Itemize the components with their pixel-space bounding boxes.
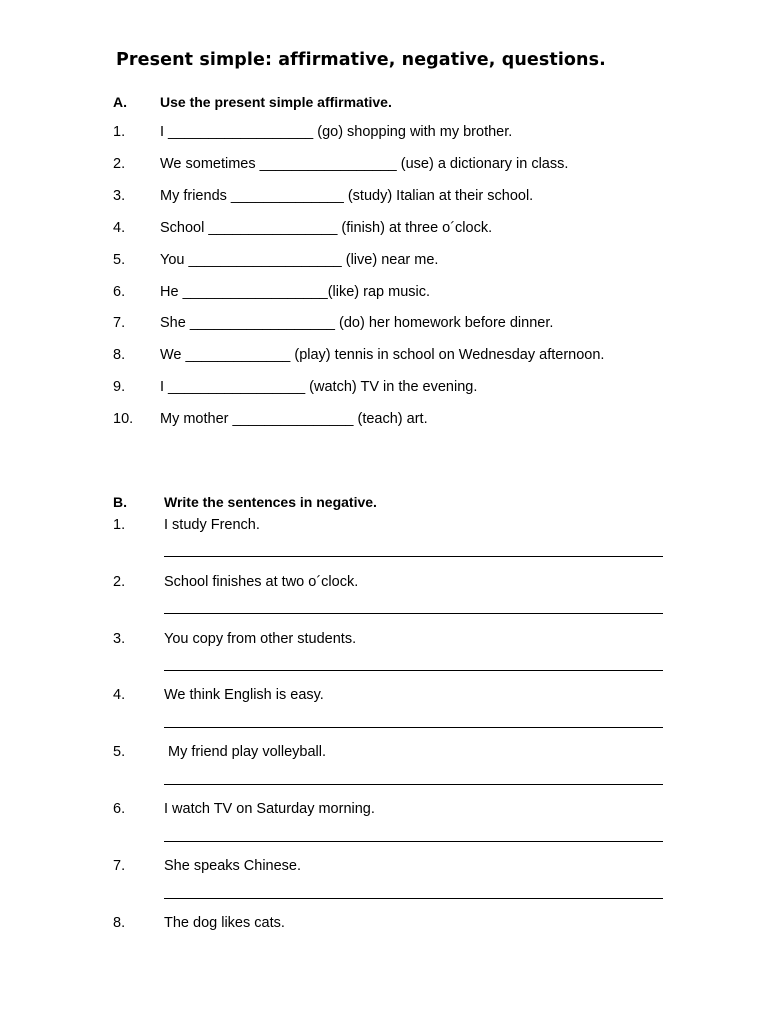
item-sentence: I watch TV on Saturday morning. xyxy=(164,801,375,817)
item-sentence: School finishes at two o´clock. xyxy=(164,574,359,590)
item-sentence: I __________________ (go) shopping with my brother. xyxy=(160,124,513,140)
answer-line[interactable] xyxy=(164,727,663,728)
item-number: 4. xyxy=(113,687,126,703)
item-number: 9. xyxy=(113,379,126,395)
item-number: 10. xyxy=(113,411,134,427)
item-number: 7. xyxy=(113,315,126,331)
item-sentence: We sometimes _________________ (use) a dictionary in class. xyxy=(160,156,569,172)
item-sentence: He __________________(like) rap music. xyxy=(160,284,431,300)
item-number: 8. xyxy=(113,915,126,931)
section-b-letter: B. xyxy=(113,494,127,510)
item-sentence: We _____________ (play) tennis in school on Wednesday afternoon. xyxy=(160,347,605,363)
answer-line[interactable] xyxy=(164,841,663,842)
item-sentence: My mother _______________ (teach) art. xyxy=(160,411,428,427)
answer-line[interactable] xyxy=(164,556,663,557)
item-number: 5. xyxy=(113,744,126,760)
item-number: 1. xyxy=(113,124,126,140)
item-sentence: My friend play volleyball. xyxy=(164,744,326,760)
item-number: 1. xyxy=(113,517,126,533)
section-b-instruction: Write the sentences in negative. xyxy=(164,494,377,510)
item-number: 7. xyxy=(113,858,126,874)
item-sentence: She speaks Chinese. xyxy=(164,858,302,874)
item-number: 6. xyxy=(113,801,126,817)
item-sentence: We think English is easy. xyxy=(164,687,324,703)
answer-line[interactable] xyxy=(164,670,663,671)
item-sentence: The dog likes cats. xyxy=(164,915,285,931)
answer-line[interactable] xyxy=(164,898,663,899)
answer-line[interactable] xyxy=(164,613,663,614)
item-sentence: My friends ______________ (study) Italian at their school. xyxy=(160,188,534,204)
item-sentence: School ________________ (finish) at three o´clock. xyxy=(160,220,493,236)
item-sentence: You copy from other students. xyxy=(164,631,357,647)
item-number: 6. xyxy=(113,284,126,300)
item-number: 8. xyxy=(113,347,126,363)
section-a-letter: A. xyxy=(113,94,127,110)
item-number: 3. xyxy=(113,631,126,647)
section-a-instruction: Use the present simple affirmative. xyxy=(160,94,392,110)
item-number: 2. xyxy=(113,574,126,590)
item-sentence: I study French. xyxy=(164,517,260,533)
item-number: 5. xyxy=(113,252,126,268)
page-title: Present simple: affirmative, negative, questions. xyxy=(116,50,606,70)
item-number: 4. xyxy=(113,220,126,236)
item-sentence: You ___________________ (live) near me. xyxy=(160,252,439,268)
answer-line[interactable] xyxy=(164,784,663,785)
item-number: 3. xyxy=(113,188,126,204)
item-sentence: She __________________ (do) her homework before dinner. xyxy=(160,315,554,331)
item-number: 2. xyxy=(113,156,126,172)
item-sentence: I _________________ (watch) TV in the evening. xyxy=(160,379,478,395)
